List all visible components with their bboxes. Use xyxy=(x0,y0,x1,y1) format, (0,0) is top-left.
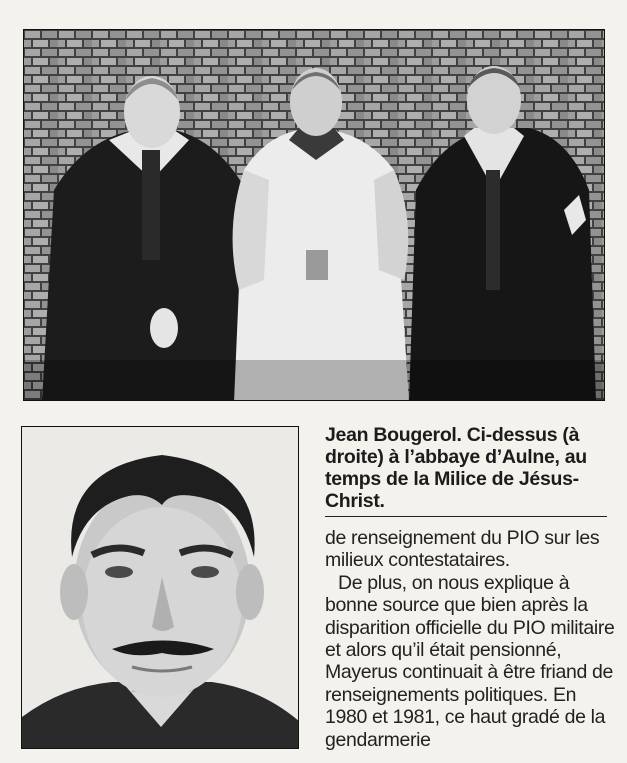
portrait-photo xyxy=(21,426,299,749)
caption-divider xyxy=(325,516,607,517)
group-photo xyxy=(23,29,605,401)
article-body xyxy=(325,527,615,751)
article-paragraph: de renseignement du PIO sur les milieux contestataires. xyxy=(325,527,600,572)
article-paragraph: De plus, on nous explique à bonne source que bien après la disparition officielle du PIO militaire et alors qu’il était pensionné, Mayerus continuait à être friand de renseignements politiques. En 1980 et 1981, ce haut gradé de la gendarmerie xyxy=(325,571,615,751)
photo-caption: Jean Bougerol. Ci-dessus (à droite) à l’abbaye d’Aulne, au temps de la Milice de Jésus-Christ. xyxy=(325,424,587,512)
